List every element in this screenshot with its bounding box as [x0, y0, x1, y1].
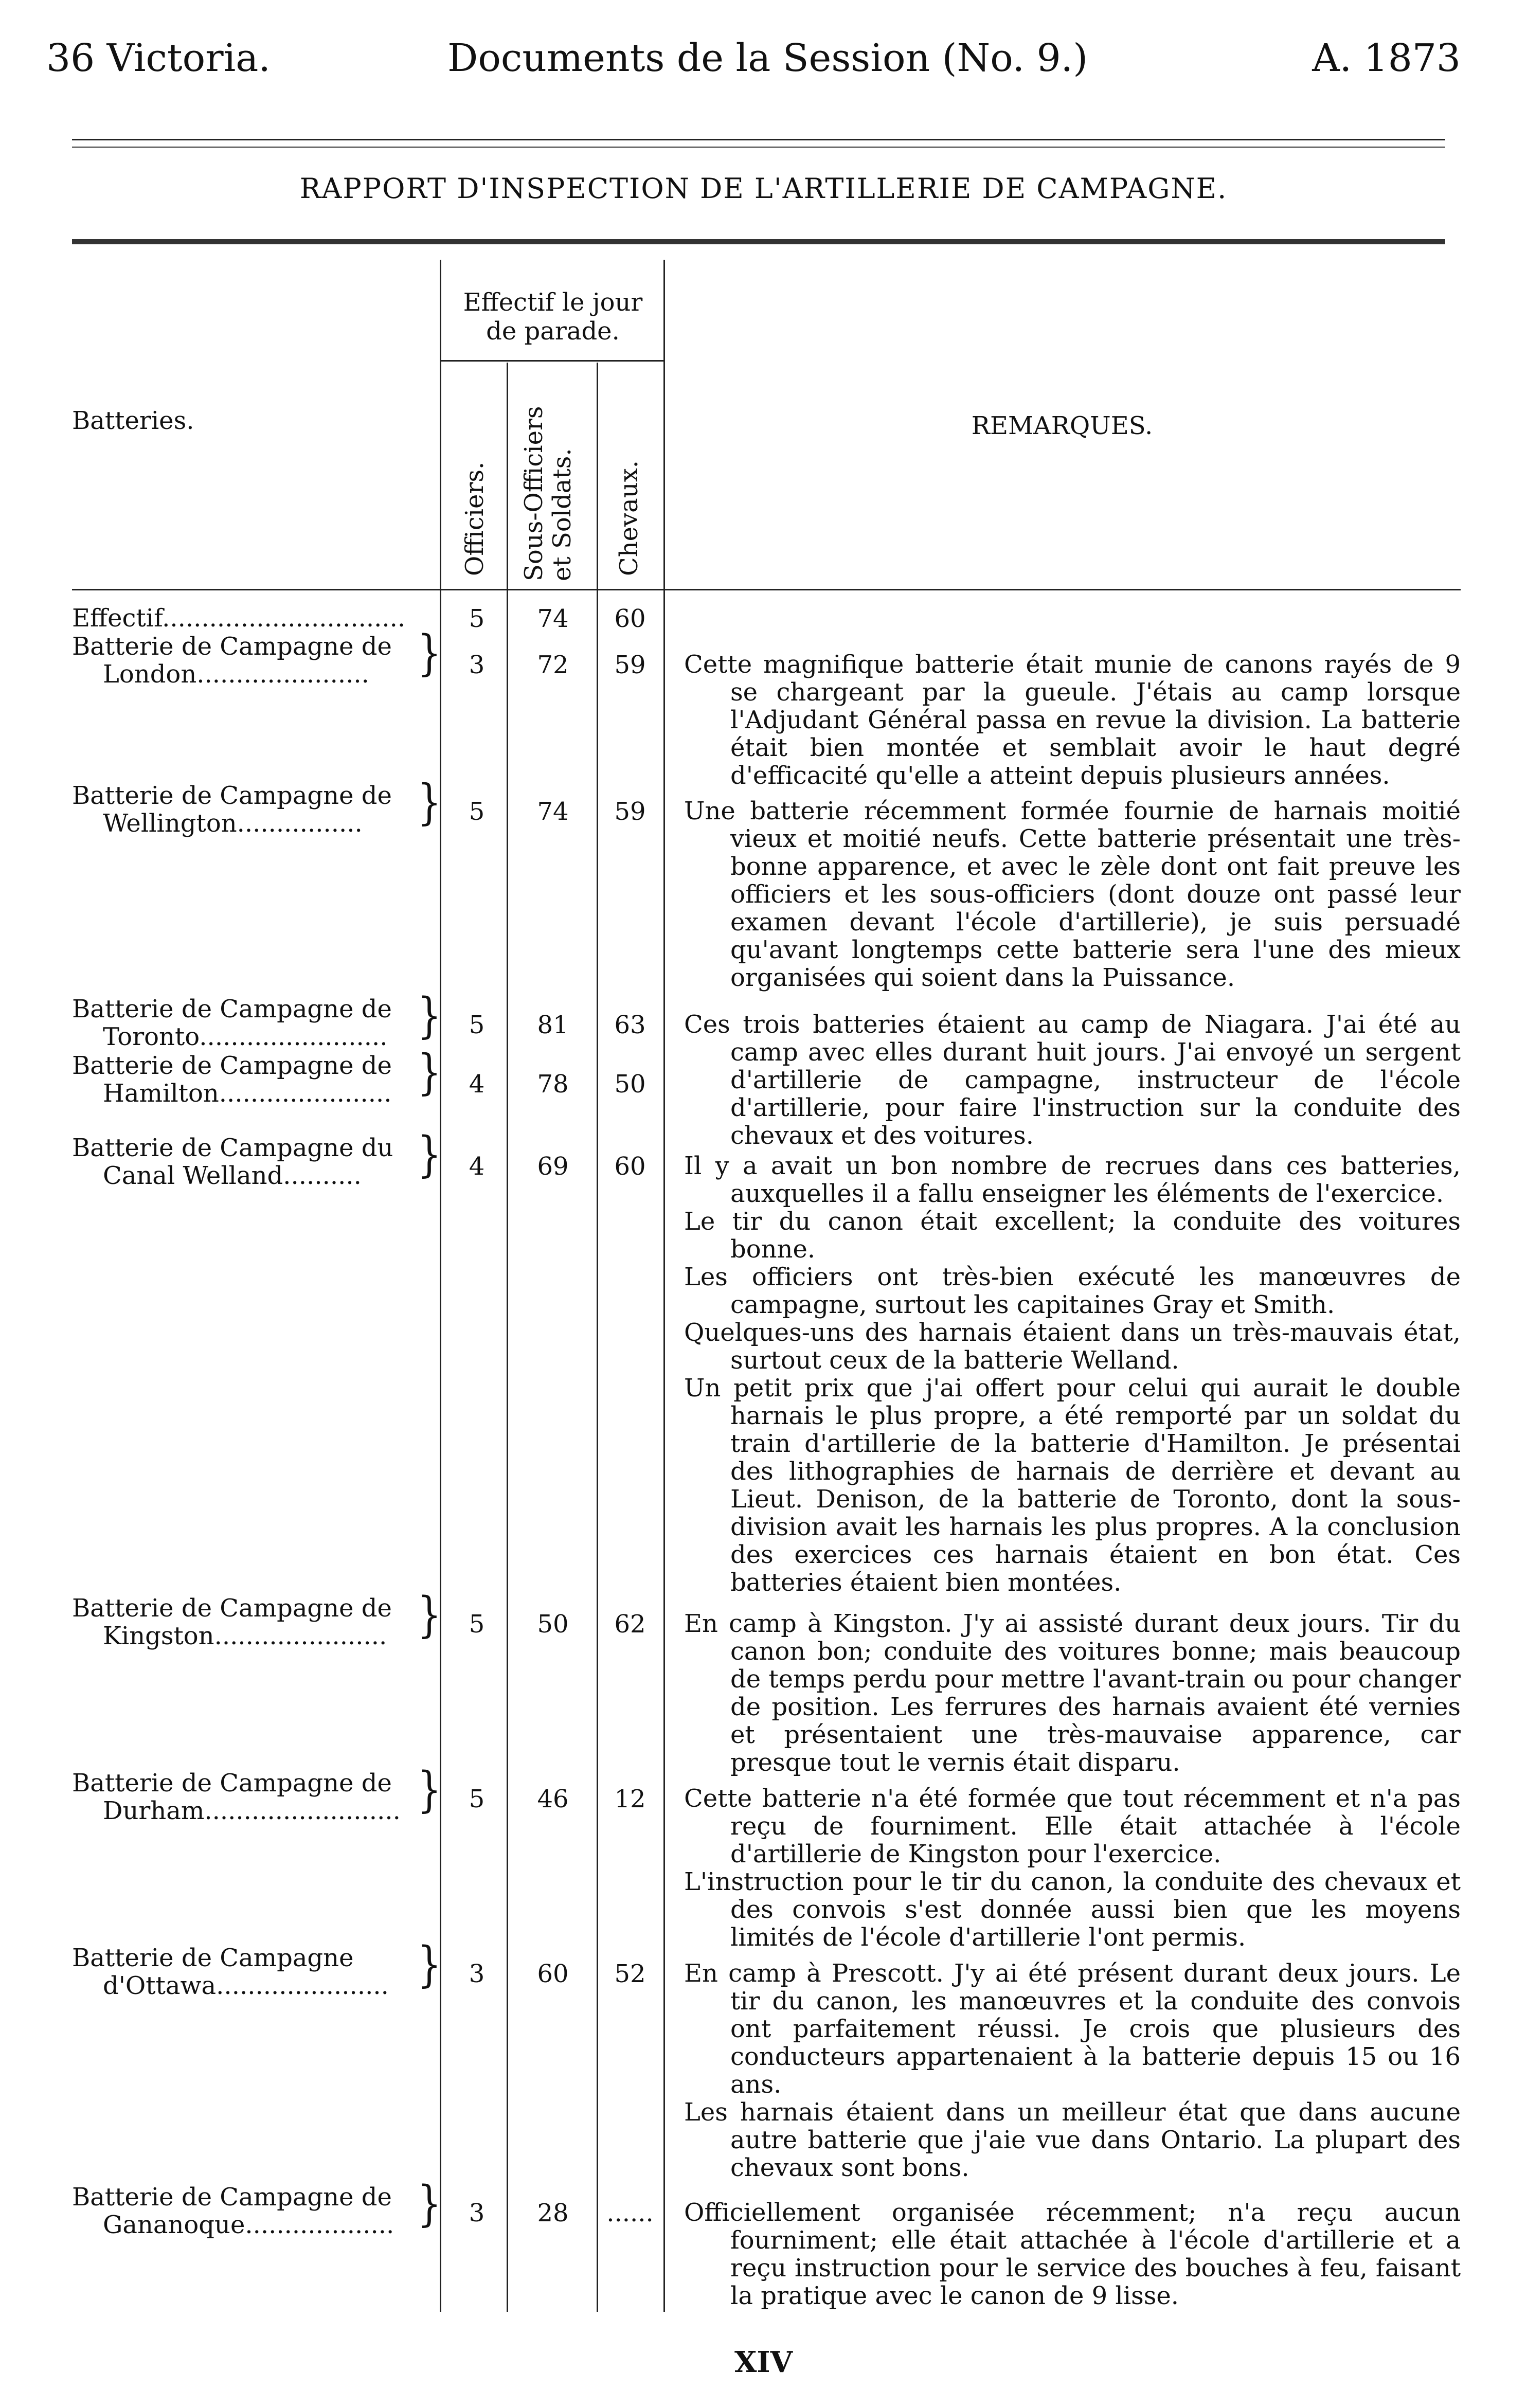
row-hamilton-officiers: 4 — [469, 1070, 485, 1099]
row-welland-remarks: Il y a avait un bon nombre de recrues dans ces batteries, auxquelles il a fallu enseigner les éléments de l'exercice. Le tir du canon était excellent; la conduite des voitures bonne. Les officiers ont très-bien exécuté les manœuvres de campagne, surtout les capitaines Gray et Smith. Quelques-uns des harnais étaient dans un très-mauvais état, surtout ceux de la batterie Welland. Un petit prix que j'ai offert pour celui qui aurait le double harnais le plus propre, a été remporté par un soldat du train d'artillerie de la batterie d'Hamilton. Je présentai des lithographies de harnais de derrière et devant au Lieut. Denison, de la batterie de Toronto, dont la sous-division avait les harnais les plus propres. A la conclusion des exercices ces harnais étaient en bon état. Ces batteries étaient bien montées. — [684, 1152, 1461, 1597]
row-london-officiers: 3 — [469, 651, 485, 679]
row-london-remarks: Cette magnifique batterie était munie de canons rayés de 9 se chargeant par la gueule. J'étais au camp lorsque l'Adjudant Général passa en revue la division. La batterie était bien montée et semblait avoir le haut degré d'efficacité qu'elle a atteint depuis plusieurs années. — [684, 650, 1461, 790]
brace-icon: } — [418, 987, 441, 1044]
row-toronto-soldats: 81 — [537, 1011, 569, 1039]
row-kingston-soldats: 50 — [537, 1610, 569, 1639]
col-officiers-header: Officiers. — [460, 461, 489, 576]
col-chevaux-header: Chevaux. — [615, 460, 643, 576]
row-durham-remarks: Cette batterie n'a été formée que tout récemment et n'a pas reçu de fourniment. Elle était attachée à l'école d'artillerie de Kingston pour l'exercice. L'instruction pour le tir du canon, la conduite des chevaux et des convois s'est donnée aussi bien que les moyens limités de l'école d'artillerie l'ont permis. — [684, 1784, 1461, 1952]
row-effectif-chevaux: 60 — [614, 604, 646, 633]
row-ottawa-soldats: 60 — [537, 1960, 569, 1988]
row-gananoque-name: Batterie de Campagne de Gananoque................... — [72, 2183, 394, 2239]
row-ottawa-remarks: En camp à Prescott. J'y ai été présent durant deux jours. Le tir du canon, les manœuvres et la conduite des convois ont parfaitement réussi. Je crois que plusieurs des conducteurs appartenaient à la batterie depuis 15 ou 16 ans. Les harnais étaient dans un meilleur état que dans aucune autre batterie que j'aie vue dans Ontario. La plupart des chevaux sont bons. — [684, 1959, 1461, 2182]
row-toronto-name: Batterie de Campagne de Toronto........................ — [72, 995, 392, 1051]
row-kingston-remarks: En camp à Kingston. J'y ai assisté durant deux jours. Tir du canon bon; conduite des voitures bonne; mais beaucoup de temps perdu pour mettre l'avant-train ou pour changer de position. Les ferrures des harnais avaient été vernies et présentaient une très-mauvaise apparence, car presque tout le vernis était disparu. — [684, 1609, 1461, 1777]
header-bottom-rule — [72, 589, 1461, 590]
brace-icon: } — [418, 1936, 441, 1992]
brace-icon: } — [418, 1044, 441, 1100]
row-london-chevaux: 59 — [614, 651, 646, 679]
title-rule — [72, 239, 1445, 244]
page-number: XIV — [734, 2345, 793, 2379]
row-effectif-soldats: 74 — [537, 604, 569, 633]
row-toronto-chevaux: 63 — [614, 1011, 646, 1039]
row-effectif-name: Effectif............................... — [72, 604, 406, 633]
page-title: RAPPORT D'INSPECTION DE L'ARTILLERIE DE CAMPAGNE. — [299, 172, 1228, 205]
brace-icon: } — [418, 2175, 441, 2232]
row-hamilton-chevaux: 50 — [614, 1070, 646, 1099]
col-soldats-header-2: et Soldats. — [548, 448, 577, 581]
brace-icon: } — [418, 774, 441, 830]
row-durham-soldats: 46 — [537, 1785, 569, 1813]
row-kingston-officiers: 5 — [469, 1610, 485, 1639]
header-rule-2 — [72, 147, 1445, 148]
row-durham-chevaux: 12 — [614, 1785, 646, 1813]
row-kingston-name: Batterie de Campagne de Kingston...................... — [72, 1594, 392, 1650]
row-london-soldats: 72 — [537, 651, 569, 679]
header-rule-1 — [72, 139, 1445, 140]
header-center: Documents de la Session (No. 9.) — [447, 36, 1088, 80]
brace-icon: } — [418, 1586, 441, 1643]
brace-icon: } — [418, 1126, 441, 1182]
row-wellington-chevaux: 59 — [614, 797, 646, 826]
row-gananoque-chevaux: ...... — [606, 2199, 654, 2227]
brace-icon: } — [418, 1761, 441, 1818]
col-divider-1 — [440, 260, 441, 2312]
row-wellington-officiers: 5 — [469, 797, 485, 826]
row-wellington-name: Batterie de Campagne de Wellington................ — [72, 781, 392, 838]
col-remarques-header: REMARQUES. — [971, 411, 1153, 440]
row-gananoque-remarks: Officiellement organisée récemment; n'a reçu aucun fourniment; elle était attachée à l'école d'artillerie et a reçu instruction pour le service des bouches à feu, faisant la pratique avec le canon de 9 lisse. — [684, 2198, 1461, 2310]
row-ottawa-chevaux: 52 — [614, 1960, 646, 1988]
row-welland-chevaux: 60 — [614, 1152, 646, 1181]
col-divider-4 — [663, 260, 665, 2312]
row-durham-name: Batterie de Campagne de Durham......................... — [72, 1769, 401, 1825]
row-kingston-chevaux: 62 — [614, 1610, 646, 1639]
page-header — [46, 36, 1461, 87]
row-toronto-remarks: Ces trois batteries étaient au camp de Niagara. J'ai été au camp avec elles durant huit jours. J'ai envoyé un sergent d'artillerie de campagne, instructeur de l'école d'artillerie, pour faire l'instruction sur la conduite des chevaux et des voitures. — [684, 1010, 1461, 1150]
row-london-name: Batterie de Campagne de London...................... — [72, 632, 392, 689]
row-wellington-remarks: Une batterie récemment formée fournie de harnais moitié vieux et moitié neufs. Cette batterie présentait une très-bonne apparence, et avec le zèle dont ont fait preuve les officiers et les sous-officiers (dont douze ont passé leur examen devant l'école d'artillerie), je suis persuadé qu'avant longtemps cette batterie sera l'une des mieux organisées qui soient dans la Puissance. — [684, 797, 1461, 992]
group-header-rule — [440, 360, 663, 362]
row-durham-officiers: 5 — [469, 1785, 485, 1813]
row-gananoque-officiers: 3 — [469, 2199, 485, 2227]
col-batteries-header: Batteries. — [72, 406, 194, 435]
header-right: A. 1873 — [1312, 36, 1461, 80]
col-soldats-header-1: Sous-Officiers — [519, 406, 548, 581]
row-gananoque-soldats: 28 — [537, 2199, 569, 2227]
row-toronto-officiers: 5 — [469, 1011, 485, 1039]
row-welland-officiers: 4 — [469, 1152, 485, 1181]
row-ottawa-officiers: 3 — [469, 1960, 485, 1988]
brace-icon: } — [418, 624, 441, 681]
row-effectif-officiers: 5 — [469, 604, 485, 633]
header-left: 36 Victoria. — [46, 36, 271, 80]
row-welland-soldats: 69 — [537, 1152, 569, 1181]
row-ottawa-name: Batterie de Campagne d'Ottawa...................... — [72, 1944, 389, 2000]
row-welland-name: Batterie de Campagne du Canal Welland.......... — [72, 1134, 393, 1190]
row-wellington-soldats: 74 — [537, 797, 569, 826]
col-effectif-header: Effectif le jour de parade. — [463, 288, 643, 346]
row-hamilton-name: Batterie de Campagne de Hamilton...................... — [72, 1051, 392, 1108]
row-hamilton-soldats: 78 — [537, 1070, 569, 1099]
